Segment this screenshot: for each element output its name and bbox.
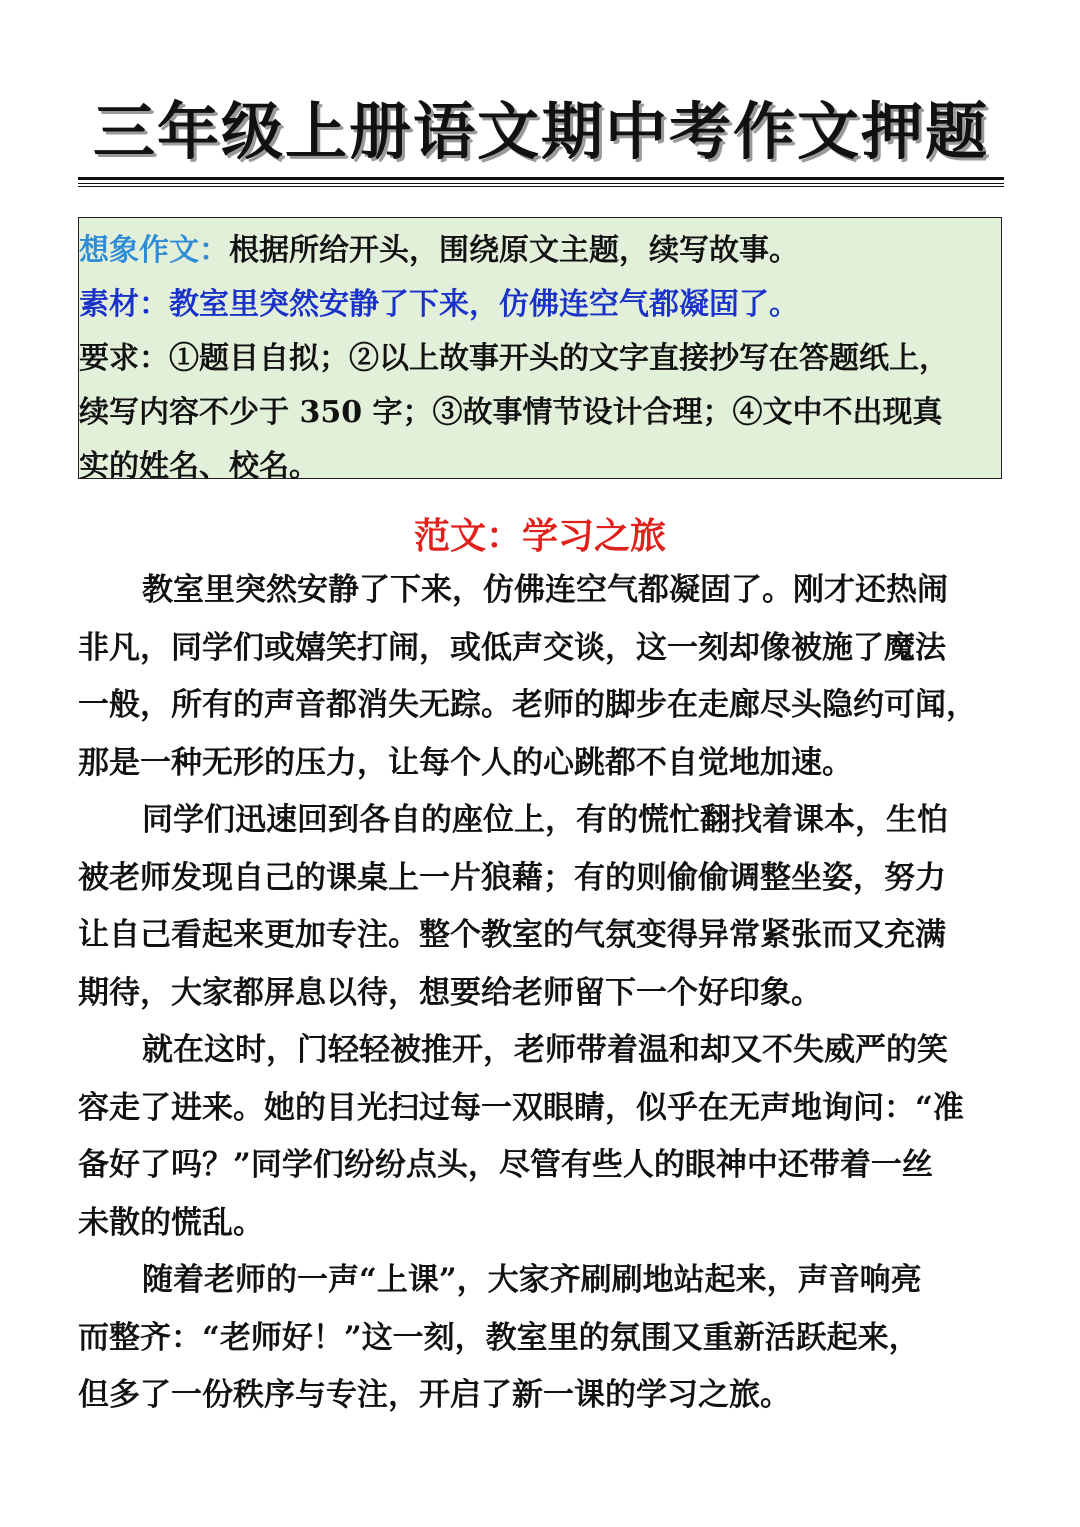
material-label: 素材：	[79, 287, 169, 322]
title-underline-thin-1	[78, 183, 1004, 184]
essay-line: 容走了进来。她的目光扫过每一双眼睛，似乎在无声地询问：“准	[78, 1089, 964, 1126]
essay-line: 但多了一份秩序与专注，开启了新一课的学习之旅。	[78, 1377, 791, 1413]
essay-line: 非凡，同学们或嬉笑打闹，或低声交谈，这一刻却像被施了魔法	[78, 629, 946, 666]
requirements-line-3: 实的姓名、校名。	[79, 449, 319, 484]
essay-line: 那是一种无形的压力，让每个人的心跳都不自觉地加速。	[78, 744, 853, 781]
essay-line: 备好了吗？”同学们纷纷点头，尽管有些人的眼神中还带着一丝	[78, 1147, 933, 1183]
essay-line: 让自己看起来更加专注。整个教室的气氛变得异常紧张而又充满	[78, 917, 946, 953]
imagination-label: 想象作文：	[79, 233, 229, 268]
essay-line: 就在这时，门轻轻被推开，老师带着温和却又不失威严的笑	[142, 1032, 948, 1068]
essay-line: 教室里突然安静了下来，仿佛连空气都凝固了。刚才还热闹	[142, 572, 948, 608]
prompt-box	[78, 217, 1002, 484]
essay-line: 被老师发现自己的课桌上一片狼藉；有的则偷偷调整坐姿，努力	[78, 859, 946, 896]
page-title: 三年级上册语文期中考作文押题	[92, 95, 989, 168]
essay-line: 期待，大家都屏息以待，想要给老师留下一个好印象。	[78, 974, 822, 1011]
imagination-text: 根据所给开头，围绕原文主题，续写故事。	[229, 233, 799, 268]
essay-line: 而整齐：“老师好！”这一刻，教室里的氛围又重新活跃起来，	[78, 1319, 920, 1356]
essay-line: 随着老师的一声“上课”，大家齐刷刷地站起来，声音响亮	[142, 1262, 922, 1298]
material-line	[79, 278, 1001, 332]
essay-title: 范文：学习之旅	[413, 515, 666, 557]
imagination-line	[79, 224, 1001, 278]
essay-line: 未散的慌乱。	[78, 1204, 264, 1241]
essay-line: 一般，所有的声音都消失无踪。老师的脚步在走廊尽头隐约可闻，	[78, 687, 977, 723]
requirements-line-1: 要求：①题目自拟；②以上故事开头的文字直接抄写在答题纸上，	[79, 341, 949, 376]
requirements-line-2: 续写内容不少于 350 字；③故事情节设计合理；④文中不出现真	[79, 395, 943, 430]
title-underline-thick	[78, 177, 1004, 180]
material-text: 教室里突然安静了下来，仿佛连空气都凝固了。	[169, 287, 799, 322]
essay-line: 同学们迅速回到各自的座位上，有的慌忙翻找着课本，生怕	[142, 802, 948, 838]
essay-body	[78, 562, 1002, 1425]
title-underline-thin-2	[78, 186, 1004, 187]
